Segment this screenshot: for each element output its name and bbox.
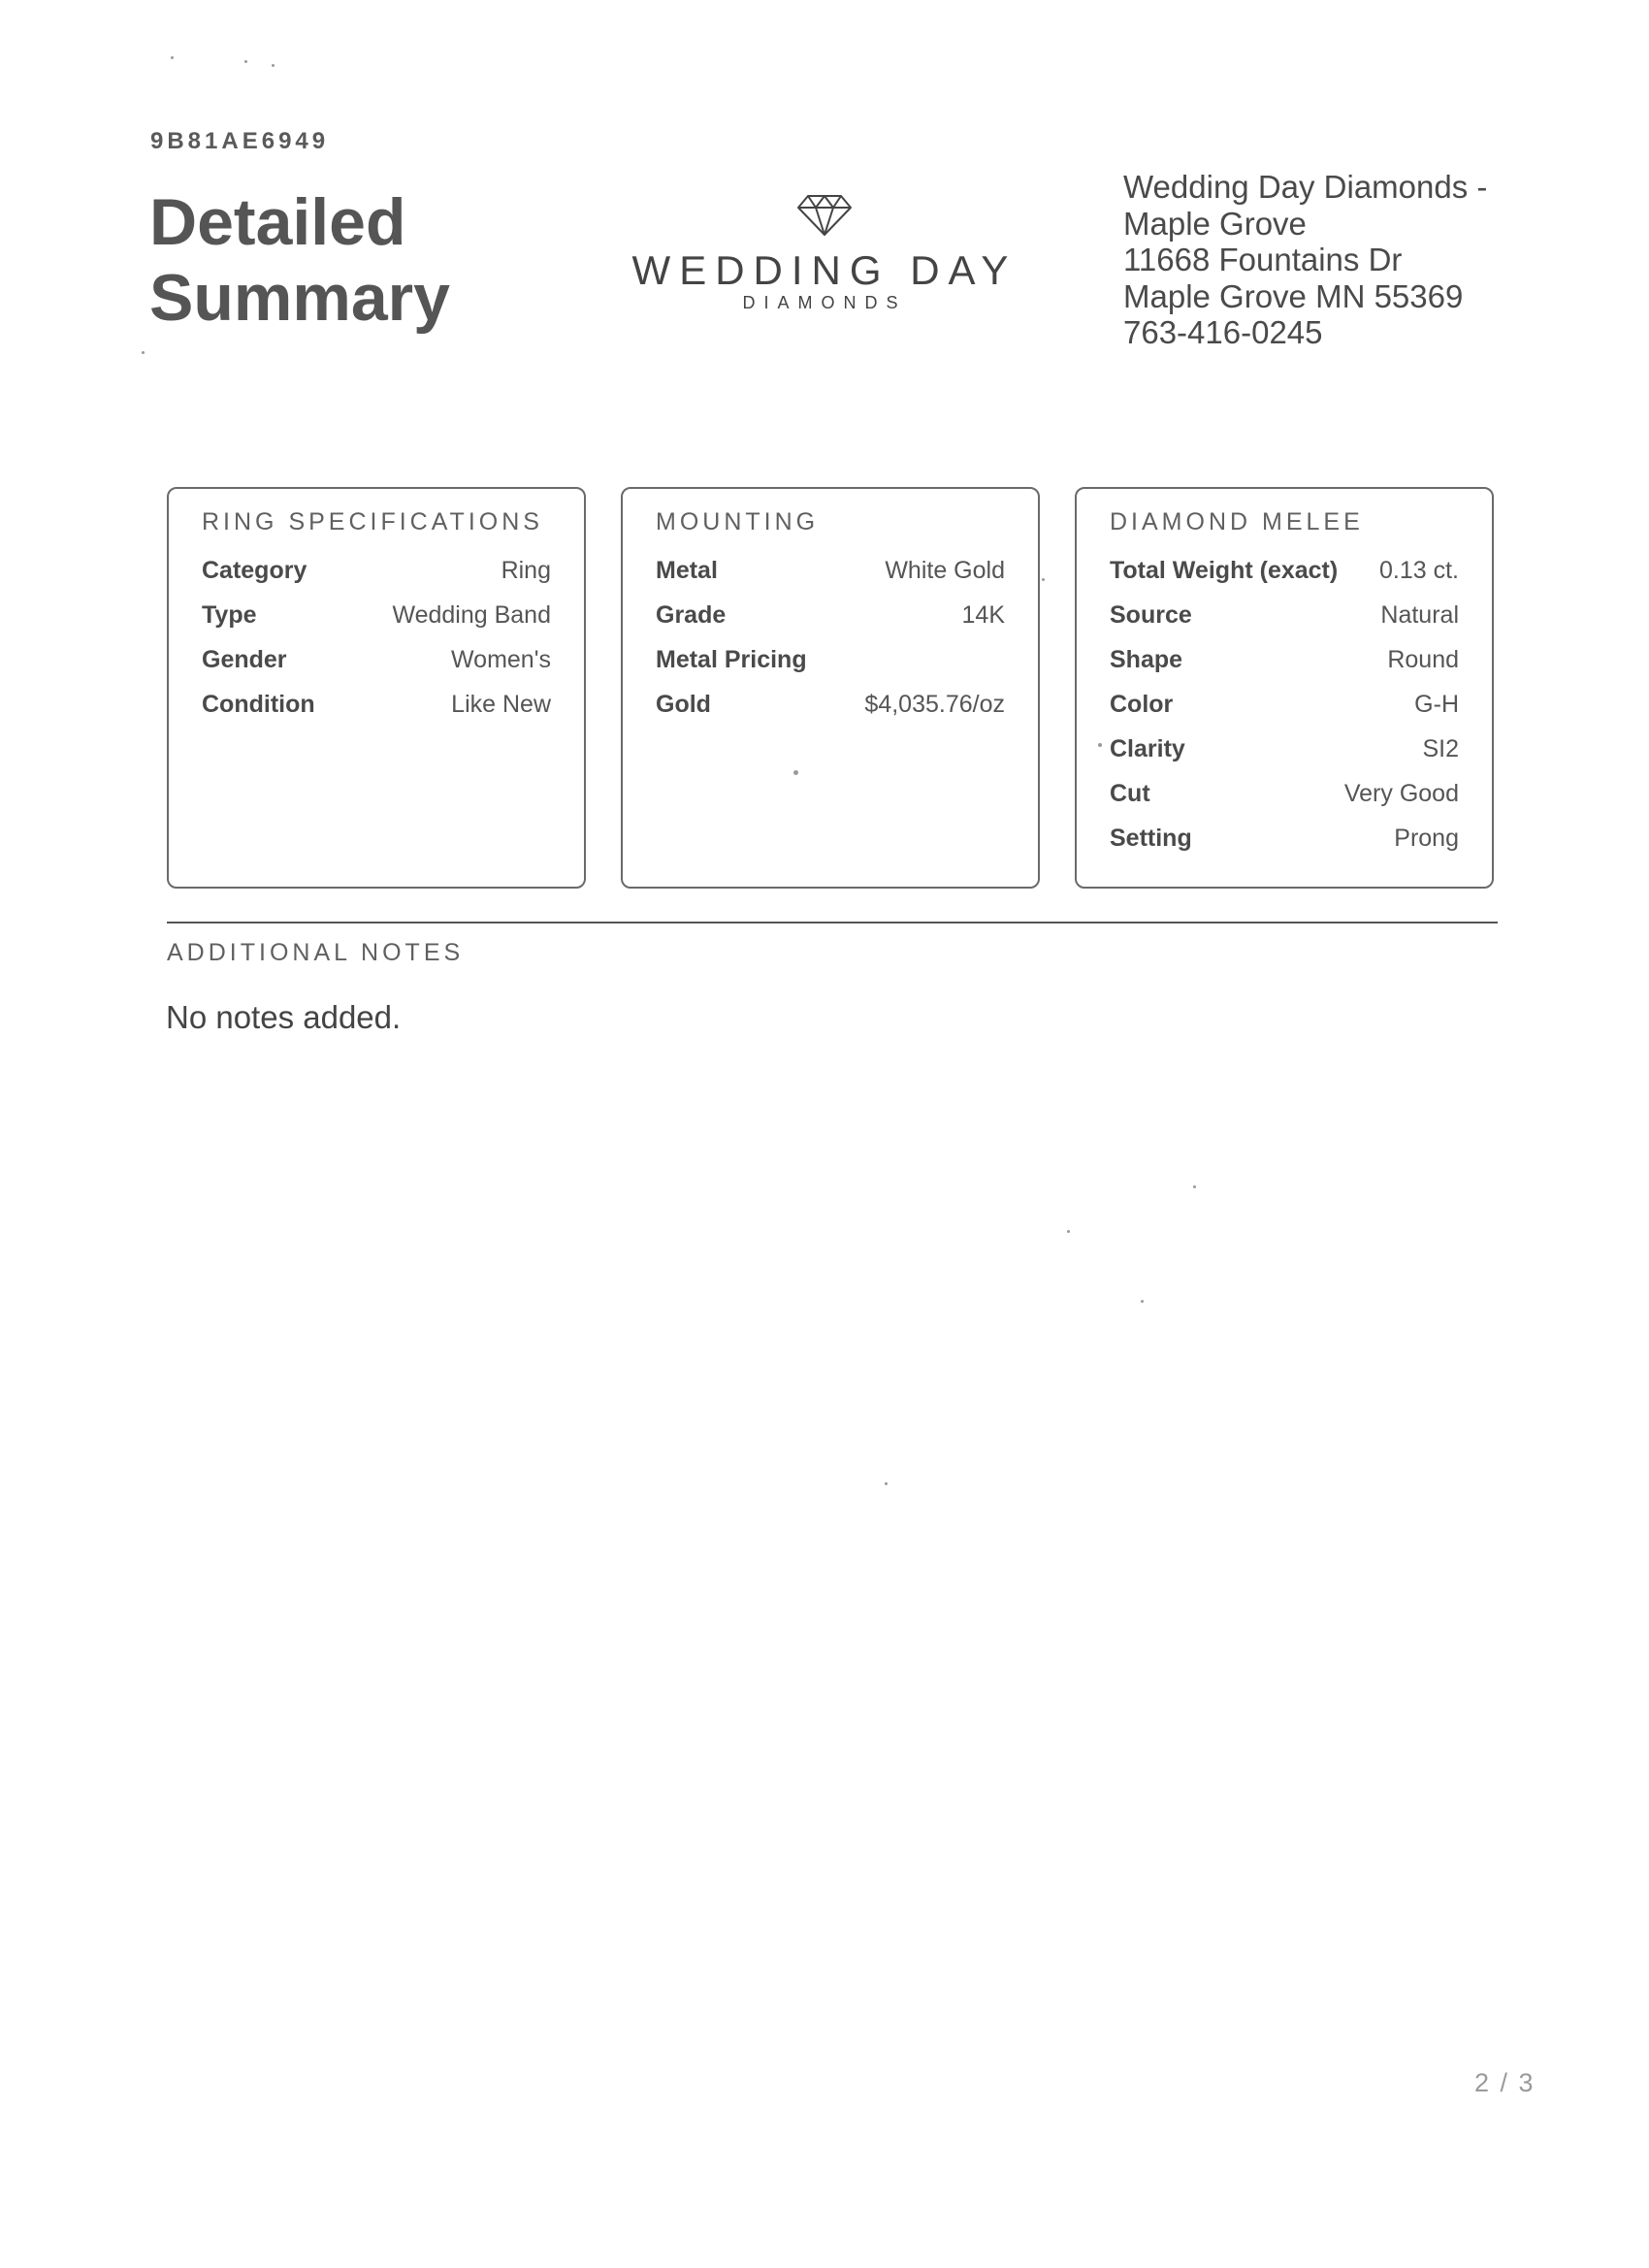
store-address [1123, 169, 1628, 351]
store-city: Maple Grove MN 55369 [1123, 277, 1464, 314]
melee-label: Cut [1110, 780, 1150, 807]
mounting-value: $4,035.76/oz [864, 691, 1005, 718]
spec-label: Type [202, 601, 257, 629]
logo-tagline: DIAMONDS [742, 293, 907, 312]
melee-row-total-weight [1110, 557, 1459, 601]
spec-value: Wedding Band [392, 601, 551, 629]
melee-row-color [1110, 691, 1459, 735]
melee-value: Prong [1394, 825, 1459, 852]
scan-speck [1193, 1185, 1196, 1188]
store-name-line-1: Wedding Day Diamonds - [1123, 169, 1488, 205]
mounting-row-metal [656, 557, 1005, 601]
mounting-value: White Gold [885, 557, 1005, 584]
melee-row-setting [1110, 825, 1459, 869]
spec-value: Ring [501, 557, 551, 584]
scan-speck [244, 60, 247, 63]
melee-row-clarity [1110, 735, 1459, 780]
scan-speck [793, 770, 798, 775]
melee-label: Color [1110, 691, 1174, 718]
ring-specifications-heading: RING SPECIFICATIONS [202, 508, 543, 535]
brand-logo [621, 194, 1028, 320]
mounting-row-gold [656, 691, 1005, 735]
scan-speck [272, 64, 275, 67]
section-divider [167, 922, 1498, 923]
melee-label: Total Weight (exact) [1110, 557, 1339, 584]
melee-value: G-H [1414, 691, 1459, 718]
mounting-value: 14K [961, 601, 1005, 629]
spec-value: Like New [451, 691, 551, 718]
melee-label: Shape [1110, 646, 1183, 673]
diamond-melee-card [1075, 487, 1494, 889]
mounting-heading: MOUNTING [656, 508, 820, 535]
page-title [149, 184, 499, 336]
mounting-label: Gold [656, 691, 711, 718]
spec-row-type [202, 601, 551, 646]
diamond-icon [796, 194, 853, 237]
title-line-1: Detailed [149, 185, 406, 259]
spec-row-gender [202, 646, 551, 691]
melee-row-shape [1110, 646, 1459, 691]
melee-value: Very Good [1343, 780, 1459, 807]
logo-name: WEDDING DAY [631, 247, 1018, 293]
document-id: 9B81AE6949 [150, 128, 330, 154]
spec-value: Women's [451, 646, 551, 673]
melee-value: 0.13 ct. [1379, 557, 1459, 584]
spec-label: Category [202, 557, 307, 584]
mounting-label: Metal Pricing [656, 646, 807, 673]
scan-speck [1141, 1300, 1144, 1303]
mounting-card [621, 487, 1040, 889]
spec-row-condition [202, 691, 551, 735]
scan-speck [885, 1482, 888, 1485]
store-phone: 763-416-0245 [1123, 314, 1323, 350]
melee-value: Round [1387, 646, 1459, 673]
melee-row-source [1110, 601, 1459, 646]
scan-speck [142, 351, 145, 354]
scan-speck [1098, 743, 1102, 747]
diamond-melee-heading: DIAMOND MELEE [1110, 508, 1364, 535]
additional-notes-heading: ADDITIONAL NOTES [167, 939, 465, 966]
melee-row-cut [1110, 780, 1459, 825]
store-name-line-2: Maple Grove [1123, 205, 1307, 242]
spec-label: Gender [202, 646, 287, 673]
scan-speck [1042, 578, 1045, 581]
melee-label: Clarity [1110, 735, 1185, 762]
spec-row-category [202, 557, 551, 601]
melee-label: Setting [1110, 825, 1192, 852]
scan-speck [1067, 1230, 1070, 1233]
mounting-label: Metal [656, 557, 718, 584]
ring-specifications-card [167, 487, 586, 889]
melee-label: Source [1110, 601, 1192, 629]
melee-value: SI2 [1422, 735, 1459, 762]
melee-value: Natural [1380, 601, 1459, 629]
mounting-row-metal-pricing [656, 646, 1005, 691]
store-street: 11668 Fountains Dr [1123, 242, 1403, 277]
spec-label: Condition [202, 691, 315, 718]
mounting-row-grade [656, 601, 1005, 646]
mounting-label: Grade [656, 601, 727, 629]
page-indicator: 2 / 3 [1474, 2068, 1536, 2097]
scan-speck [171, 56, 174, 59]
additional-notes-text: No notes added. [166, 999, 402, 1035]
title-line-2: Summary [149, 261, 450, 335]
